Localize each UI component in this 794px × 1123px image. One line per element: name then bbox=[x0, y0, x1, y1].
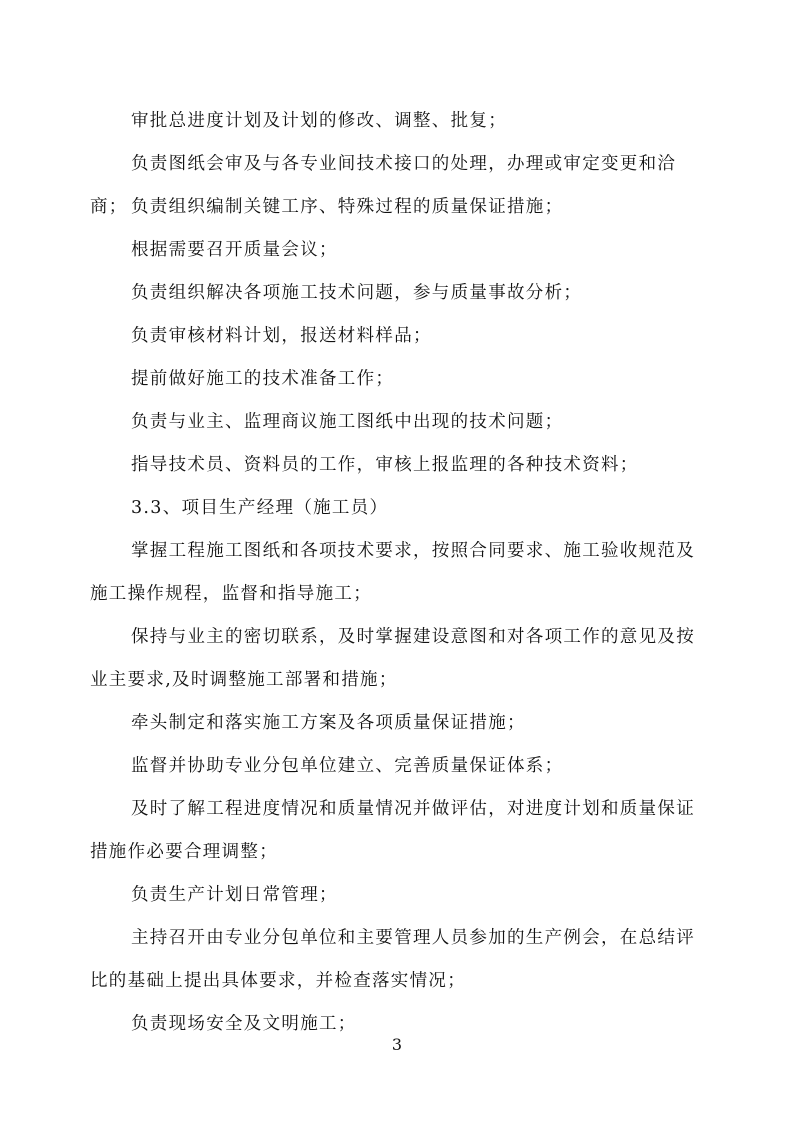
paragraph-quality-meeting: 根据需要召开质量会议； bbox=[131, 240, 338, 260]
paragraph-owner-consultation: 负责与业主、监理商议施工图纸中出现的技术问题； bbox=[131, 412, 564, 432]
page-number: 3 bbox=[391, 1035, 403, 1054]
paragraph-drawing-review: 负责图纸会审及与各专业间技术接口的处理，办理或审定变更和洽商； bbox=[90, 154, 677, 217]
paragraph-material-plan: 负责审核材料计划，报送材料样品； bbox=[131, 326, 432, 346]
paragraph-technical-issues: 负责组织解决各项施工技术问题，参与质量事故分析； bbox=[131, 283, 583, 303]
paragraph-production-meeting: 主持召开由专业分包单位和主要管理人员参加的生产例会，在总结评比的基础上提出具体要求，并检查落实情况； bbox=[90, 928, 695, 991]
paragraph-construction-plan: 牵头制定和落实施工方案及各项质量保证措施； bbox=[131, 713, 526, 733]
paragraph-daily-planning: 负责生产计划日常管理； bbox=[131, 885, 338, 905]
paragraph-site-safety: 负责现场安全及文明施工； bbox=[131, 1014, 357, 1034]
paragraph-technical-prep: 提前做好施工的技术准备工作； bbox=[131, 369, 395, 389]
paragraph-approve-schedule: 审批总进度计划及计划的修改、调整、批复； bbox=[131, 111, 507, 131]
paragraph-master-drawings: 掌握工程施工图纸和各项技术要求，按照合同要求、施工验收规范及施工操作规程，监督和指导施工； bbox=[90, 541, 695, 604]
paragraph-progress-evaluation: 及时了解工程进度情况和质量情况并做评估，对进度计划和质量保证措施作必要合理调整； bbox=[90, 799, 695, 862]
paragraph-owner-contact: 保持与业主的密切联系，及时掌握建设意图和对各项工作的意见及按业主要求,及时调整施工部署和措施； bbox=[90, 627, 695, 690]
section-heading-production-manager: 3.3、项目生产经理（施工员） bbox=[131, 498, 389, 518]
paragraph-guide-staff: 指导技术员、资料员的工作，审核上报监理的各种技术资料； bbox=[131, 455, 639, 475]
paragraph-subcontractor-qa: 监督并协助专业分包单位建立、完善质量保证体系； bbox=[131, 756, 564, 776]
paragraph-quality-measures: 负责组织编制关键工序、特殊过程的质量保证措施； bbox=[131, 197, 564, 217]
